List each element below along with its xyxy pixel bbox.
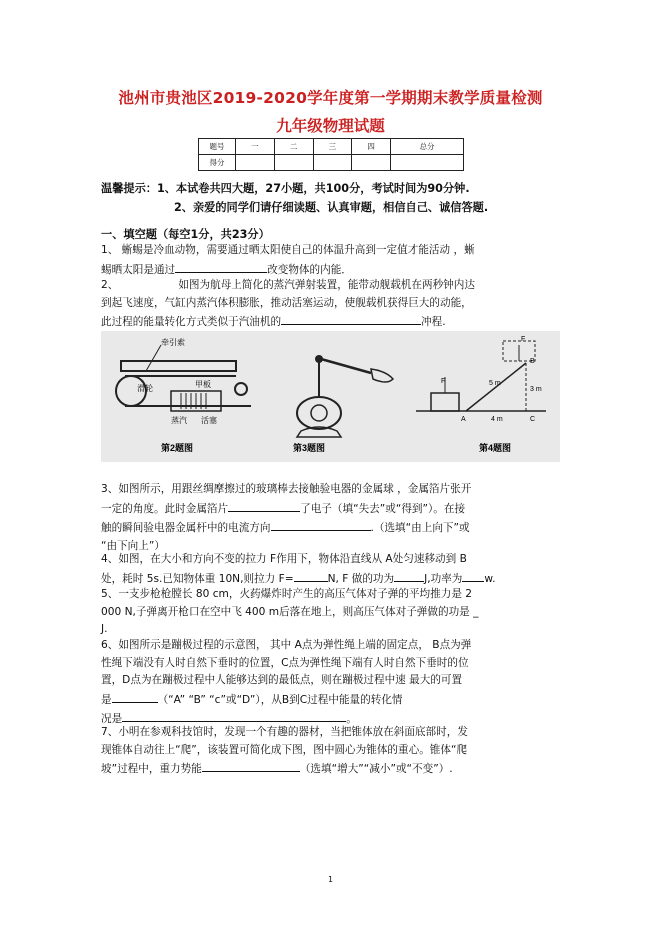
- fig4-incline: [416, 336, 546, 453]
- question-1: [101, 242, 571, 279]
- figures-svg: [101, 331, 560, 462]
- score-cell[interactable]: [352, 155, 391, 171]
- question-7: [101, 724, 571, 779]
- fig4-label: C: [530, 416, 536, 423]
- score-table-row: [199, 155, 464, 171]
- q6-line-2: 性绳下端没有人时自然下垂时的位置，C点为弹性绳下端有人时自然下垂时的位: [101, 656, 469, 669]
- q2-line-1: 2、 如图为航母上简化的蒸汽弹射装置，能带动舰载机在两秒钟内达: [101, 279, 475, 291]
- score-header-cell: 一: [236, 139, 275, 155]
- question-5: [101, 586, 571, 639]
- answer-blank[interactable]: [294, 569, 328, 582]
- score-row-label: 得分: [199, 155, 236, 171]
- fig2-steam-catapult: [116, 337, 251, 453]
- tips-line-1: 温馨提示：1、本试卷共四大题，27小题，共100分，考试时间为90分钟.: [101, 182, 470, 195]
- q6-line-4: 是 （“A” “B” “c”或“D”），从B到C过程中能量的转化情: [101, 690, 571, 710]
- fig2-caption: 第2题图: [161, 443, 194, 453]
- figures-panel: [101, 331, 560, 462]
- slope-line: [466, 363, 526, 411]
- fig2-label: 牵引索: [161, 338, 185, 347]
- question-3: [101, 481, 571, 555]
- fig4-label: 3 m: [530, 386, 542, 393]
- score-header-cell: 三: [313, 139, 352, 155]
- question-6: [101, 637, 571, 729]
- deck-rail: [121, 361, 236, 371]
- fig2-label: 甲板: [195, 380, 211, 389]
- fig4-label: F: [441, 378, 446, 385]
- fig3-electroscope: [293, 355, 393, 453]
- glass-rod: [321, 359, 371, 373]
- fig4-label: 5 m: [489, 380, 501, 387]
- fig2-label: 活塞: [201, 416, 217, 425]
- score-table: [198, 138, 464, 171]
- fig3-caption: 第3题图: [293, 443, 326, 453]
- q6-line-5: 况是 。: [101, 709, 571, 729]
- answer-blank[interactable]: [202, 759, 300, 772]
- q7-line-3: 坡”过程中，重力势能 （选填“增大”“减小”或“不变”）.: [101, 759, 571, 779]
- question-2: [101, 277, 571, 332]
- q5-line-3: J.: [101, 623, 108, 636]
- q5-line-1: 5、一支步枪枪膛长 80 cm，火药爆炸时产生的高压气体对子弹的平均推力是 2: [101, 588, 473, 600]
- block-a: [431, 393, 459, 411]
- score-header-cell: 总分: [391, 139, 464, 155]
- answer-blank[interactable]: [462, 569, 484, 582]
- answer-blank[interactable]: [122, 709, 346, 722]
- fig2-label: 蒸汽: [171, 416, 187, 425]
- fig4-label: F: [521, 336, 526, 343]
- fig4-label: 4 m: [491, 416, 503, 423]
- answer-blank[interactable]: [271, 518, 371, 531]
- q3-line-3: 触的瞬间验电器金属杆中的电流方向 .（选填“由上向下”或: [101, 518, 571, 538]
- answer-blank[interactable]: [112, 690, 158, 703]
- q3-line-1: 3、如图所示，用跟丝绸摩擦过的玻璃棒去接触验电器的金属球 ，金属箔片张开: [101, 483, 472, 495]
- q5-line-2: 000 N,子弹离开枪口在空中飞 400 m后落在地上，则高压气体对子弹做的功是 _: [101, 605, 479, 618]
- electroscope-inner: [311, 405, 327, 421]
- score-cell[interactable]: [313, 155, 352, 171]
- fig4-caption: 第4题图: [479, 443, 512, 453]
- score-cell[interactable]: [236, 155, 275, 171]
- q3-line-2: 一定的角度。此时金属箔片 了电子（填“失去”或“得到”）。在接: [101, 499, 571, 519]
- q4-line-2: 处，耗时 5s.已知物体重 10N,则拉力 F= N, F 做的功为 J,功率为 w.: [101, 569, 571, 589]
- score-header-cell: 二: [274, 139, 313, 155]
- section-1-title: 一、填空题（每空1分，共23分）: [101, 228, 270, 241]
- fig2-label: 滑轮: [137, 384, 153, 393]
- q6-line-3: 置，D点为在蹦极过程中人能够达到的最低点，则在蹦极过程中速 最大的可置: [101, 674, 463, 687]
- q4-line-1: 4、如图，在大小和方向不变的拉力 F作用下，物体沿直线从 A处匀速移动到 B: [101, 553, 467, 565]
- answer-blank[interactable]: [281, 312, 421, 325]
- q1-line-1: 1、 蜥蜴是冷血动物，需要通过晒太阳使自己的体温升高到一定值才能活动 ，蜥: [101, 244, 475, 256]
- score-table-header-row: [199, 139, 464, 155]
- answer-blank[interactable]: [175, 260, 267, 273]
- exam-title: 池州市贵池区2019-2020学年度第一学期期末教学质量检测: [118, 89, 543, 107]
- answer-blank[interactable]: [228, 499, 300, 512]
- score-header-cell: 题号: [199, 139, 236, 155]
- q7-line-1: 7、小明在参观科技馆时，发现一个有趣的器材，当把锥体放在斜面底部时，发: [101, 726, 468, 738]
- q6-line-1: 6、如图所示是蹦极过程的示意图， 其中 A点为弹性绳上端的固定点， B点为弹: [101, 639, 472, 651]
- pulley-right: [235, 383, 247, 395]
- question-4: [101, 551, 571, 588]
- exam-subtitle: 九年级物理试题: [276, 117, 385, 135]
- label-leader: [146, 345, 161, 371]
- fig4-label: A: [461, 416, 466, 423]
- q3-line-4: “由下向上”）: [101, 539, 165, 552]
- fig4-label: B: [530, 358, 535, 365]
- electroscope-body: [297, 397, 341, 429]
- q2-line-3: 此过程的能量转化方式类似于汽油机的 冲程.: [101, 312, 571, 332]
- answer-blank[interactable]: [394, 569, 424, 582]
- q1-line-2: 蜴晒太阳是通过 改变物体的内能．: [101, 260, 571, 280]
- q7-line-2: 现锥体自动往上“爬”，该装置可简化成下图，图中圆心为锥体的重心。锥体“爬: [101, 743, 468, 756]
- tips-line-2: 2、亲爱的同学们请仔细读题、认真审题，相信自己、诚信答题.: [174, 201, 489, 214]
- score-header-cell: 四: [352, 139, 391, 155]
- page-number: 1: [327, 875, 334, 884]
- score-cell[interactable]: [274, 155, 313, 171]
- score-cell[interactable]: [391, 155, 464, 171]
- hand-icon: [371, 369, 393, 382]
- q2-line-2: 到起飞速度，气缸内蒸汽体积膨胀，推动活塞运动，使舰载机获得巨大的动能，: [101, 296, 472, 309]
